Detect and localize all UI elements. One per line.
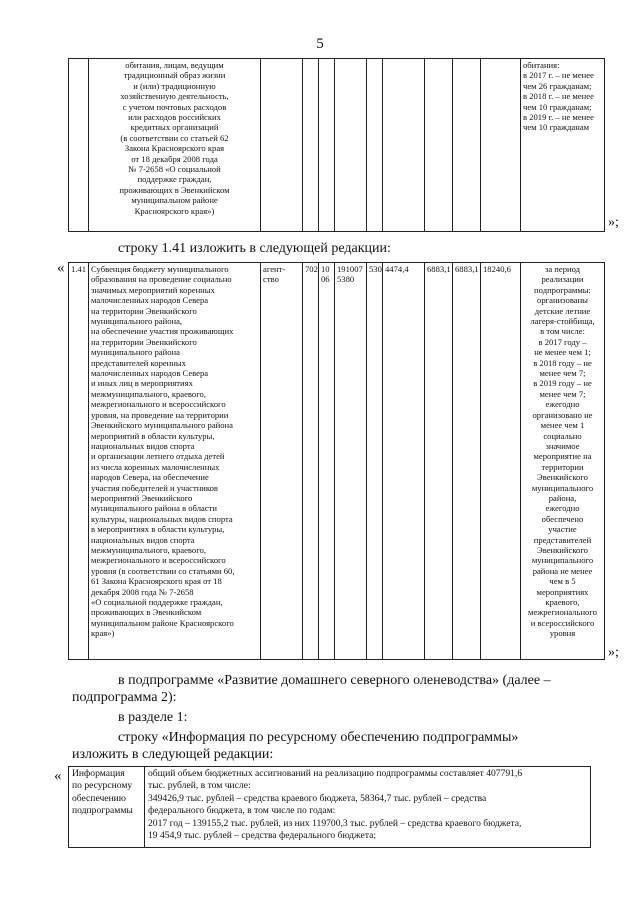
cell-total: 18240,6 [481,263,521,660]
cell-agency: агент- ство [261,263,303,660]
page-number: 5 [316,36,324,52]
paragraph-section: в разделе 1: [118,710,188,725]
paragraph-row-1: строку «Информация по ресурсному обеспечению подпрограммы» [118,730,519,745]
table-row-141 [68,262,605,660]
cell-vr: 530 [367,263,383,660]
cell-num [69,59,89,232]
cell-resource-label: Информация по ресурсному обеспечению подпрограммы [69,767,145,848]
open-quote: « [57,260,65,276]
cell-grbs: 702 [303,263,319,660]
table-resource [68,766,591,848]
cell-2019: 6883,1 [453,263,481,660]
cell-2018: 6883,1 [425,263,453,660]
cell-rzpr: 10 06 [319,263,335,660]
cell-resource-text: общий объем бюджетных ассигнований на реализацию подпрограммы составляет 407791,6 тыс. рублей, в том числе: 349426,9 тыс. рублей – средства краевого бюджета, 58364,7 тыс. рублей – средства федерального бюджета, в том числе по годам: 2017 год – 139155,2 тыс. рублей, из них 119700,3 тыс. рублей – средства краевого бюджета, 19 454,9 тыс. рублей – средства федерального бюджета; [145,767,591,848]
close-quote: »; [608,645,619,660]
cell-2017: 4474,4 [383,263,425,660]
table-top-continuation [68,58,605,232]
instruction-row-141: строку 1.41 изложить в следующей редакции: [118,241,391,256]
close-quote: »; [608,215,619,230]
cell-csr: 191007 5380 [335,263,367,660]
cell-row-number: 1.41 [69,263,89,660]
paragraph-row-2: изложить в следующей редакции: [72,747,274,762]
open-quote: « [54,768,62,784]
paragraph-subprogram: в подпрограмме «Развитие домашнего северного оленеводства» (далее – [118,673,551,688]
cell-row-name: Субвенция бюджету муниципального образования на проведение социально значимых мероприятий коренных малочисленных народов Севера на территории Эвенкийского муниципального района, на обеспечение участия проживающих на территории Эвенкийского муниципального района представителей коренных малочисленных народов Севера и иных лиц в мероприятиях межмуниципального, краевого, межрегионального и всероссийского уровня, на проведение на территории Эвенкийского муниципального района мероприятий в области культуры, национальных видов спорта и организации летнего отдыха детей из числа коренных малочисленных народов Севера, на обеспечение участия победителей и участников мероприятий Эвенкийского муниципального района в области культуры, национальных видов спорта в мероприятиях в области культуры, национальных видов спорта межмуниципального, краевого, межрегионального и всероссийского уровня (в соответствии со статьями 60, 61 Закона Красноярского края от 18 декабря 2008 года № 7-2658 «О социальной поддержке граждан, проживающих в Эвенкийском муниципальном районе Красноярского края») [89,263,261,660]
cell-result-text: обитания: в 2017 г. – не менее чем 26 гражданам; в 2018 г. – не менее чем 10 гражданам; в 2019 г. – не менее чем 10 гражданам [521,59,605,232]
paragraph-subprogram-cont: подпрограмма 2): [72,690,177,705]
cell-expected-result: за период реализации подпрограммы: организованы детские летние лагеря-стойбища, в том числе: в 2017 году – не менее чем 1; в 2018 году – не менее чем 7; в 2019 году – не менее чем 7; ежегодно организовано не менее чем 1 социально значимое мероприятие на территории Эвенкийского муниципального района, ежегодно обеспечено участие представителей Эвенкийского муниципального района не менее чем в 5 мероприятиях краевого, межрегионального и всероссийского уровня [521,263,605,660]
cell-measure-text: обитания, лицам, ведущим традиционный образ жизни и (или) традиционную хозяйственную деятельность, с учетом почтовых расходов или расходов российских кредитных организаций (в соответствии со статьей 62 Закона Красноярского края от 18 декабря 2008 года № 7-2658 «О социальной поддержке граждан, проживающих в Эвенкийском муниципальном районе Красноярского края») [89,59,261,232]
